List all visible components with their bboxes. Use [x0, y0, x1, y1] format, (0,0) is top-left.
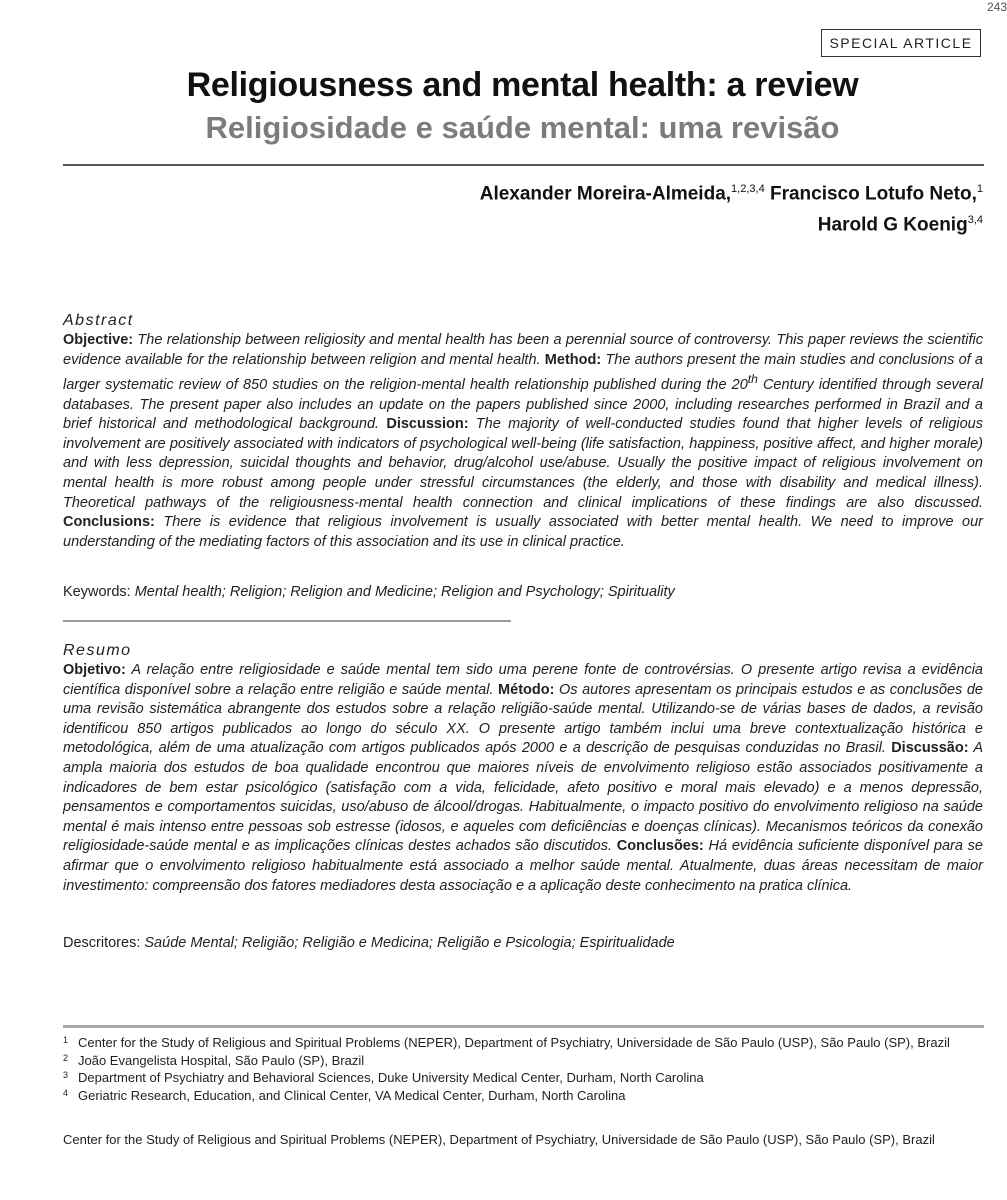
descritores [63, 935, 983, 951]
author-name: Harold G Koenig [817, 214, 968, 236]
footnote [63, 1087, 963, 1105]
footnote-number: 4 [63, 1087, 69, 1098]
conclusions-label: Conclusions: [63, 514, 155, 531]
abstract-heading: Abstract [63, 312, 134, 329]
author-list [480, 176, 983, 239]
objective-text: The relationship between religiosity and mental health has been a perennial source of controversy. This paper reviews the scientific evidence available for the relationship between religion and mental health. [63, 332, 983, 368]
method-label: Method: [544, 351, 602, 368]
footnote-text: João Evangelista Hospital, São Paulo (SP), Brazil [78, 1052, 365, 1068]
author-line-2 [480, 207, 983, 238]
section-divider [63, 620, 511, 622]
title-portuguese: Religiosidade e saúde mental: uma revisão [205, 110, 840, 145]
footnote [63, 1052, 963, 1070]
method-superscript: th [747, 372, 758, 387]
title-english: Religiousness and mental health: a review [186, 66, 859, 104]
conclusoes-text: Há evidência suficiente disponível para se afirmar que o envolvimento religioso habitualmente está associado a melhor saúde mental. Atualmente, duas áreas necessitam de maior investimento: compreensão dos fatores mediadores desta associação e a aplicação deste conhecimento na pratica clínica. [63, 838, 983, 894]
author-name: Francisco Lotufo Neto, [769, 183, 977, 205]
author-affiliation-marks: 3,4 [967, 214, 983, 227]
objetivo-text: A relação entre religiosidade e saúde mental tem sido uma perene fonte de controvérsias. O presente artigo revisa a evidência científica disponível sobre a relação entre religião e saúde mental. [63, 662, 983, 698]
keywords [63, 584, 983, 600]
discussao-label: Discussão: [891, 740, 969, 757]
method-text: The authors present the main studies and conclusions of a larger systematic review of 850 studies on the religion-mental health relationship published during the 20 [63, 351, 983, 394]
conclusoes-label: Conclusões: [616, 838, 704, 855]
keywords-label: Keywords: [63, 584, 131, 600]
title-divider [63, 164, 984, 166]
discussion-label: Discussion: [386, 416, 469, 433]
resumo-heading: Resumo [63, 642, 132, 659]
method-text-continued: Century identified through several databases. The present paper also includes an update on the papers published since 2000, including researches performed in Brazil and a brief historical and methodological background. [63, 377, 983, 433]
author-name: Alexander Moreira-Almeida, [479, 183, 732, 205]
footnote [63, 1069, 963, 1087]
discussao-text: A ampla maioria dos estudos de boa qualidade encontrou que maiores níveis de envolvimento religioso estão associados positivamente a indicadores de bem estar psicológico (satisfação com a vida, felicidade, afeto positivo e moral mais elevado) e a menos depressão, pensamentos e comportamentos suicidas, uso/abuso de álcool/drogas. Habitualmente, o impacto positivo do envolvimento religioso na saúde mental é mais intenso entre pessoas sob estresse (idosos, e aqueles com deficiências e doenças clínicas). Mecanismos teóricos da conexão religiosidade-saúde mental e as implicações clínicas destes achados são discutidos. [63, 740, 983, 855]
discussion-text: The majority of well-conducted studies found that higher levels of religious involvement are positively associated with indicators of psychological well-being (life satisfaction, happiness, positive affect, and higher morale) and with less depression, suicidal thoughts and behavior, drug/alcohol use/abuse. Usually the positive impact of religious involvement on mental health is more robust among people under stressful circumstances (the elderly, and those with disability and medical illness). Theoretical pathways of the religiousness-mental health connection and clinical implications of these findings are also discussed. [63, 416, 983, 511]
article-type-badge: SPECIAL ARTICLE [821, 29, 981, 57]
page-number: 243 [986, 0, 1007, 14]
footnote-text: Geriatric Research, Education, and Clinical Center, VA Medical Center, Durham, North Carolina [78, 1087, 626, 1103]
footnote-text: Department of Psychiatry and Behavioral Sciences, Duke University Medical Center, Durham, North Carolina [78, 1070, 704, 1085]
objective-label: Objective: [63, 332, 134, 348]
resumo-body [63, 661, 983, 896]
footnote-list [63, 1034, 963, 1104]
abstract-body [63, 331, 983, 552]
metodo-label: Método: [498, 681, 555, 698]
author-line-1 [480, 176, 983, 207]
author-affiliation-marks: 1,2,3,4 [731, 183, 765, 195]
footnote-text: Center for the Study of Religious and Spiritual Problems (NEPER), Department of Psychiatry, Universidade de São Paulo (USP), São Paulo (SP), Brazil [78, 1035, 950, 1050]
footnote-number: 1 [63, 1035, 69, 1045]
footnote-number: 3 [63, 1070, 69, 1080]
author-affiliation-marks: 1 [976, 183, 983, 195]
descritores-label: Descritores: [63, 935, 141, 951]
metodo-text: Os autores apresentam os principais estudos e as conclusões de uma revisão sistemática abrangente dos estudos sobre a relação religião-saúde mental. Utilizando-se de várias bases de dados, a revisão identificou 850 artigos publicados ao longo do século XX. O presente artigo também inclui uma breve contextualização histórica e metodológica, além de uma atualização com artigos publicados após 2000 e a descrição de pesquisas conduzidas no Brasil. [63, 681, 983, 757]
descritores-text: Saúde Mental; Religião; Religião e Medicina; Religião e Psicologia; Espiritualidade [140, 935, 675, 951]
footnote [63, 1034, 963, 1052]
objetivo-label: Objetivo: [63, 662, 126, 678]
footnote-number: 2 [63, 1052, 69, 1063]
footnote-divider [63, 1025, 984, 1028]
conclusions-text: There is evidence that religious involvement is usually associated with better mental health. We need to improve our understanding of the mediating factors of this association and its use in clinical practice. [63, 514, 983, 550]
keywords-text: Mental health; Religion; Religion and Medicine; Religion and Psychology; Spirituality [130, 584, 675, 600]
correspondence-address: Center for the Study of Religious and Spiritual Problems (NEPER), Department of Psychiatry, Universidade de São Paulo (USP), São Paulo (SP), Brazil [63, 1132, 935, 1147]
